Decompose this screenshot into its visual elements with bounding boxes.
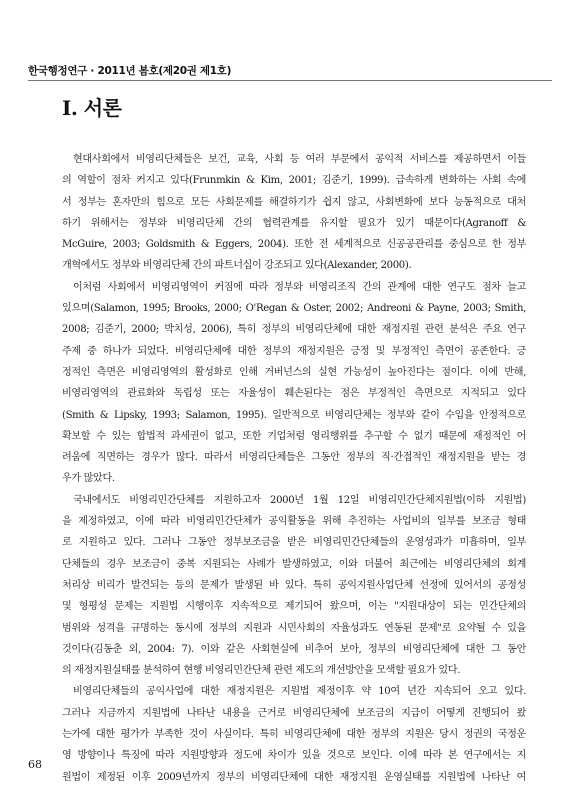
text-line: 서 정부는 혼자만의 힘으로 모든 사회문제를 해결하기가 쉽지 않고, 사회변화에 보다 능동적으로 대처: [62, 196, 526, 208]
text-line: 그러나 지금까지 지원법에 나타난 내용을 근거로 비영리단체에 보조금의 지급이 어떻게 진행되어 왔: [62, 707, 526, 719]
text-line: 의 역할이 점차 커지고 있다(Frunmkin & Kim, 2001; 김준기, 1999). 급속하게 변화하는 사회 속에: [62, 175, 526, 187]
text-line: 2008; 김준기, 2000; 박치성, 2006), 특히 정부의 비영리단체에 대한 재정지원 관련 분석은 주요 연구: [62, 324, 526, 336]
running-header: 한국행정연구 · 2011년 봄호(제20권 제1호): [28, 65, 232, 77]
text-line: 비영리단체들의 공익사업에 대한 재정지원은 지원법 제정이후 약 10여 년간 지속되어 오고 있다.: [73, 686, 526, 698]
text-line: 비영리영역의 관료화와 독립성 또는 자율성이 훼손된다는 점은 부정적인 측면으로 지적되고 있다: [62, 388, 526, 400]
text-line: 국내에서도 비영리민간단체를 지원하고자 2000년 1월 12일 비영리민간단체지원법(이하 지원법): [73, 494, 526, 506]
text-line: 영 방향이나 특징에 따라 지원방향과 정도에 차이가 있을 것으로 보인다. 이에 따라 본 연구에서는 지: [62, 750, 526, 762]
header-rule: [28, 80, 552, 81]
paragraph: [62, 149, 526, 277]
text-line: 는가에 대한 평가가 부족한 것이 사실이다. 특히 비영리단체에 대한 정부의 지원은 당시 정권의 국정운: [62, 729, 526, 741]
text-line: 단체들의 경우 보조금이 중복 지원되는 사례가 발생하였고, 이와 더불어 최근에는 비영리단체의 회계: [62, 558, 526, 570]
paragraph: [62, 277, 526, 490]
text-line: 및 형평성 문제는 지원법 시행이후 지속적으로 제기되어 왔으며, 이는 "지원대상이 되는 민간단체의: [62, 601, 526, 613]
text-line: 려움에 직면하는 경우가 많다. 따라서 비영리단체들은 그동안 정부의 직·간접적인 재정지원을 받는 경: [62, 452, 526, 464]
text-line: 이처럼 사회에서 비영리영역이 커짐에 따라 정부와 비영리조직 간의 관계에 대한 연구도 점차 늘고: [73, 281, 526, 293]
page-number: 68: [28, 758, 42, 771]
text-line: 현대사회에서 비영리단체들은 보건, 교육, 사회 등 여러 부문에서 공익적 서비스를 제공하면서 이들: [73, 154, 526, 165]
body-text: [62, 149, 526, 788]
text-line: 원법이 제정된 이후 2009년까지 정부의 비영리단체에 대한 재정지원 운영실태를 지원법에 나타난 여: [62, 771, 526, 783]
text-line: 범위와 성격을 규명하는 동시에 정부의 지원과 시민사회의 자율성과도 연동된 문제"로 요약될 수 있을: [62, 622, 526, 634]
text-line: 의 재정지원실태를 분석하여 현행 비영리민간단체 관련 제도의 개선방안을 모색할 필요가 있다.: [62, 665, 461, 677]
paragraph: [62, 681, 526, 787]
text-line: 하기 위해서는 정부와 비영리단체 간의 협력관계를 유지할 필요가 있기 때문이다(Agranoff &: [62, 217, 526, 229]
text-line: 우가 많았다.: [62, 473, 115, 485]
text-line: 주제 중 하나가 되었다. 비영리단체에 대한 정부의 재정지원은 긍정 및 부정적인 측면이 공존한다. 긍: [62, 345, 526, 357]
text-line: 있으며(Salamon, 1995; Brooks, 2000; O'Regan & Oster, 2002; Andreoni & Payne, 2003; Smith,: [62, 303, 526, 315]
text-line: 개혁에서도 정부와 비영리단체 간의 파트너십이 강조되고 있다(Alexander, 2000).: [62, 260, 412, 272]
section-heading: Ⅰ. 서론: [62, 96, 122, 120]
text-line: 것이다(김동춘 외, 2004: 7). 이와 같은 사회현실에 비추어 보아, 정부의 비영리단체에 대한 그 동안: [62, 643, 526, 655]
text-line: McGuire, 2003; Goldsmith & Eggers, 2004). 또한 전 세계적으로 신공공관리를 중심으로 한 정부: [62, 239, 526, 251]
paragraph: [62, 490, 526, 682]
text-line: 을 제정하였고, 이에 따라 비영리민간단체가 공익활동을 위해 추진하는 사업비의 일부를 보조금 형태: [62, 516, 526, 528]
text-line: 정적인 측면은 비영리영역의 활성화로 인해 거버넌스의 실현 가능성이 높아진다는 점이다. 이에 반해,: [62, 366, 526, 378]
text-line: (Smith & Lipsky, 1993; Salamon, 1995). 일반적으로 비영리단체는 정부와 같이 수입을 안정적으로: [62, 409, 526, 421]
text-line: 처리상 비리가 발견되는 등의 문제가 발생된 바 있다. 특히 공익지원사업단체 선정에 있어서의 공정성: [62, 579, 526, 591]
text-line: 로 지원하고 있다. 그러나 그동안 정부보조금을 받은 비영리민간단체들의 운영성과가 미흡하며, 일부: [62, 537, 526, 549]
text-line: 확보할 수 있는 합법적 과세권이 없고, 또한 기업처럼 영리행위를 추구할 수 없기 때문에 재정적인 어: [62, 430, 526, 442]
